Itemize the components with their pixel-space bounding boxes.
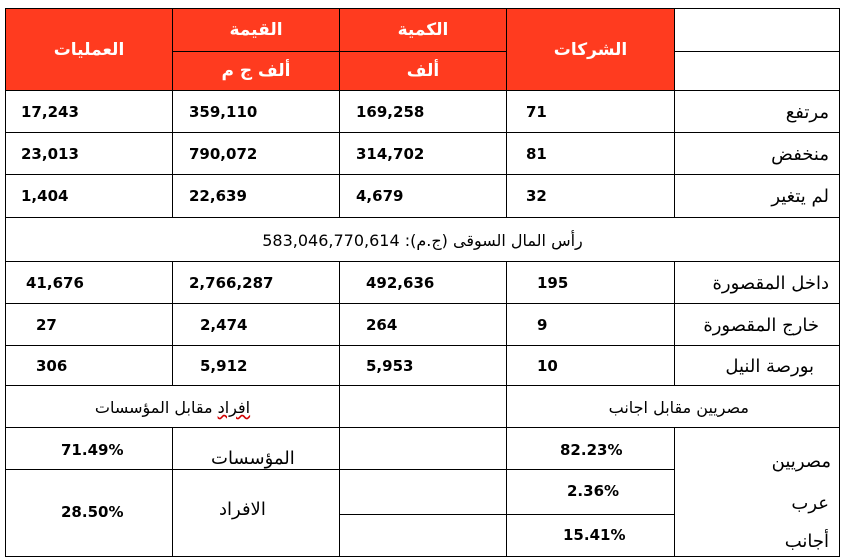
header-transactions: العمليات [5,8,173,91]
header-quantity: الكمية [339,8,507,52]
table-row [5,90,840,133]
table-row [5,345,840,386]
institutions-value-cell [5,427,173,470]
individuals-title-cell [5,385,340,428]
egyptians-title: مصريين مقابل اجانب [608,398,749,417]
row-label: خارج المقصورة [703,315,819,336]
row-value: 2,766,287 [189,274,274,292]
foreigners-value: 15.41% [563,526,626,544]
foreigners-value-cell [506,514,675,557]
header-value: القيمة [172,8,340,52]
egyptians-title-cell [506,385,840,428]
egyptians-label: مصريين [771,451,831,472]
row-label: داخل المقصورة [712,273,829,294]
row-value: 22,639 [189,187,247,205]
row-label: مرتفع [785,102,829,123]
row-quantity: 4,679 [356,187,404,205]
header-companies: الشركات [506,8,675,91]
individuals-value: 28.50% [61,503,124,521]
arabs-value: 2.36% [567,482,620,500]
table-row [5,303,840,346]
arabs-label: عرب [791,493,829,514]
header-value-unit: ألف ج م [172,51,340,91]
individuals-title: افراد مقابل المؤسسات [94,398,251,417]
table-row [5,261,840,304]
middle-blank-cell [339,514,507,557]
institutions-label-cell [172,427,340,470]
header-blank-cell [674,8,840,52]
row-companies: 32 [526,187,547,205]
row-value: 790,072 [189,145,258,163]
row-companies: 195 [537,274,569,292]
row-transactions: 41,676 [26,274,84,292]
row-label: بورصة النيل [725,356,814,377]
row-quantity: 314,702 [356,145,425,163]
foreigners-label: أجانب [784,531,829,552]
institutions-value: 71.49% [61,441,124,459]
row-label: لم يتغير [771,186,829,207]
header-blank-cell-2 [674,51,840,91]
row-companies: 71 [526,103,547,121]
middle-blank-cell [339,385,507,428]
individuals-value-cell [5,469,173,557]
table-row [5,174,840,218]
row-quantity: 264 [366,316,398,334]
row-label: منخفض [771,144,829,165]
row-value: 2,474 [200,316,248,334]
individuals-label: الافراد [219,499,266,520]
row-value: 5,912 [200,357,248,375]
individuals-label-cell [172,469,340,557]
row-quantity: 5,953 [366,357,414,375]
egyptians-labels-cell [674,427,840,557]
row-companies: 9 [537,316,548,334]
table-row [5,132,840,175]
row-transactions: 306 [36,357,68,375]
row-transactions: 23,013 [21,145,79,163]
row-value: 359,110 [189,103,258,121]
row-transactions: 27 [36,316,57,334]
market-cap-row [5,217,840,262]
row-companies: 81 [526,145,547,163]
middle-blank-cell [339,469,507,515]
row-quantity: 492,636 [366,274,435,292]
row-companies: 10 [537,357,558,375]
row-transactions: 17,243 [21,103,79,121]
egyptians-value-cell [506,427,675,470]
header-quantity-unit: ألف [339,51,507,91]
row-quantity: 169,258 [356,103,425,121]
arabs-value-cell [506,469,675,515]
market-cap-text: رأس المال السوقى (ج.م): 583,046,770,614 [262,231,583,250]
row-transactions: 1,404 [21,187,69,205]
egyptians-value: 82.23% [560,441,623,459]
institutions-label: المؤسسات [211,448,295,469]
